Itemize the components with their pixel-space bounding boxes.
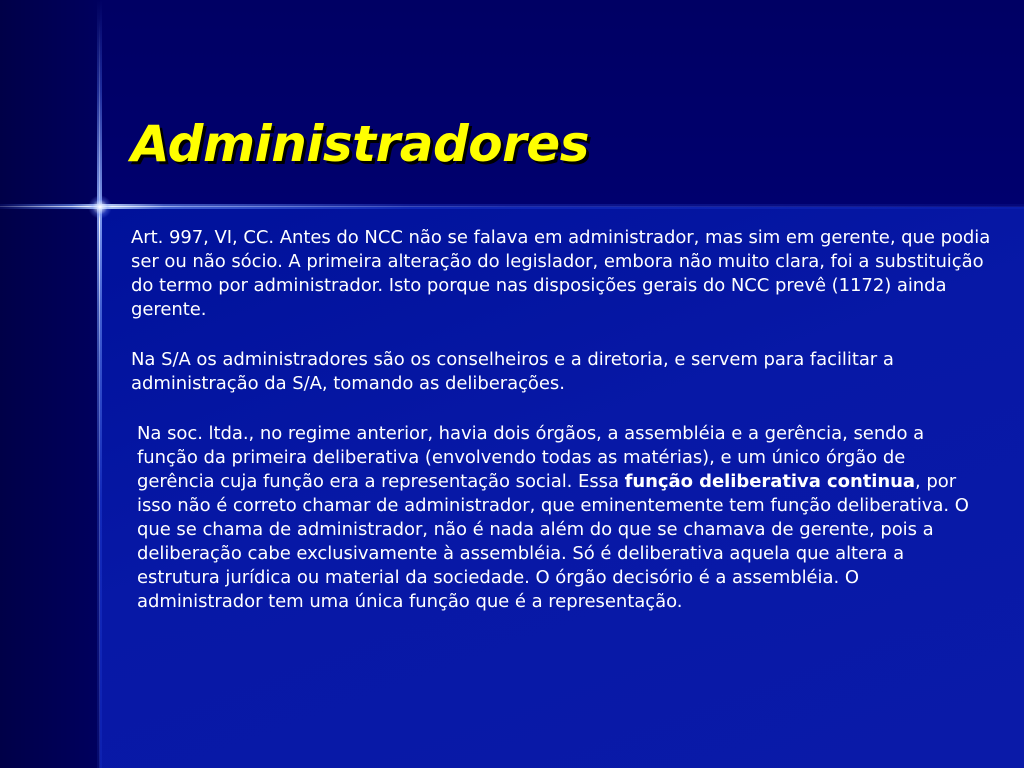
left-background-panel: [0, 0, 100, 768]
paragraph-ltda-text-end: , por isso não é correto chamar de administrador, que eminentemente tem função deliberativa. O que se chama de administrador, não é nada além do que se chamava de gerente, pois a deliberação cabe exclusivamente à assembléia. Só é deliberativa aquela que altera a estrutura jurídica ou material da sociedade. O órgão decisório é a assembléia. O administrador tem uma única função que é a representação.: [137, 471, 969, 612]
vertical-light-core: [99, 20, 100, 768]
paragraph-article: Art. 997, VI, CC. Antes do NCC não se falava em administrador, mas sim em gerente, que podia ser ou não sócio. A primeira alteração do legislador, embora não muito clara, foi a substituição do termo por administrador. Isto porque nas disposições gerais do NCC prevê (1172) ainda gerente.: [131, 227, 991, 320]
horizontal-light-core: [0, 206, 1024, 207]
slide-title: Administradores: [131, 115, 589, 173]
paragraph-ltda-regime: [137, 422, 977, 614]
paragraph-sa-administrators: Na S/A os administradores são os conselheiros e a diretoria, e servem para facilitar a administração da S/A, tomando as deliberações.: [131, 349, 894, 394]
light-flare-star: [88, 195, 112, 219]
deliberative-function-emphasis: função deliberativa continua: [624, 471, 916, 492]
paragraph-ltda-text-start: Na soc. ltda., no regime anterior, havia dois órgãos, a assembléia e a gerência, sendo a função da primeira deliberativa (envolvendo todas as matérias), e um único órgão de gerência cuja função era a representação social. Essa: [137, 423, 925, 492]
slide-body-text: [131, 226, 991, 640]
